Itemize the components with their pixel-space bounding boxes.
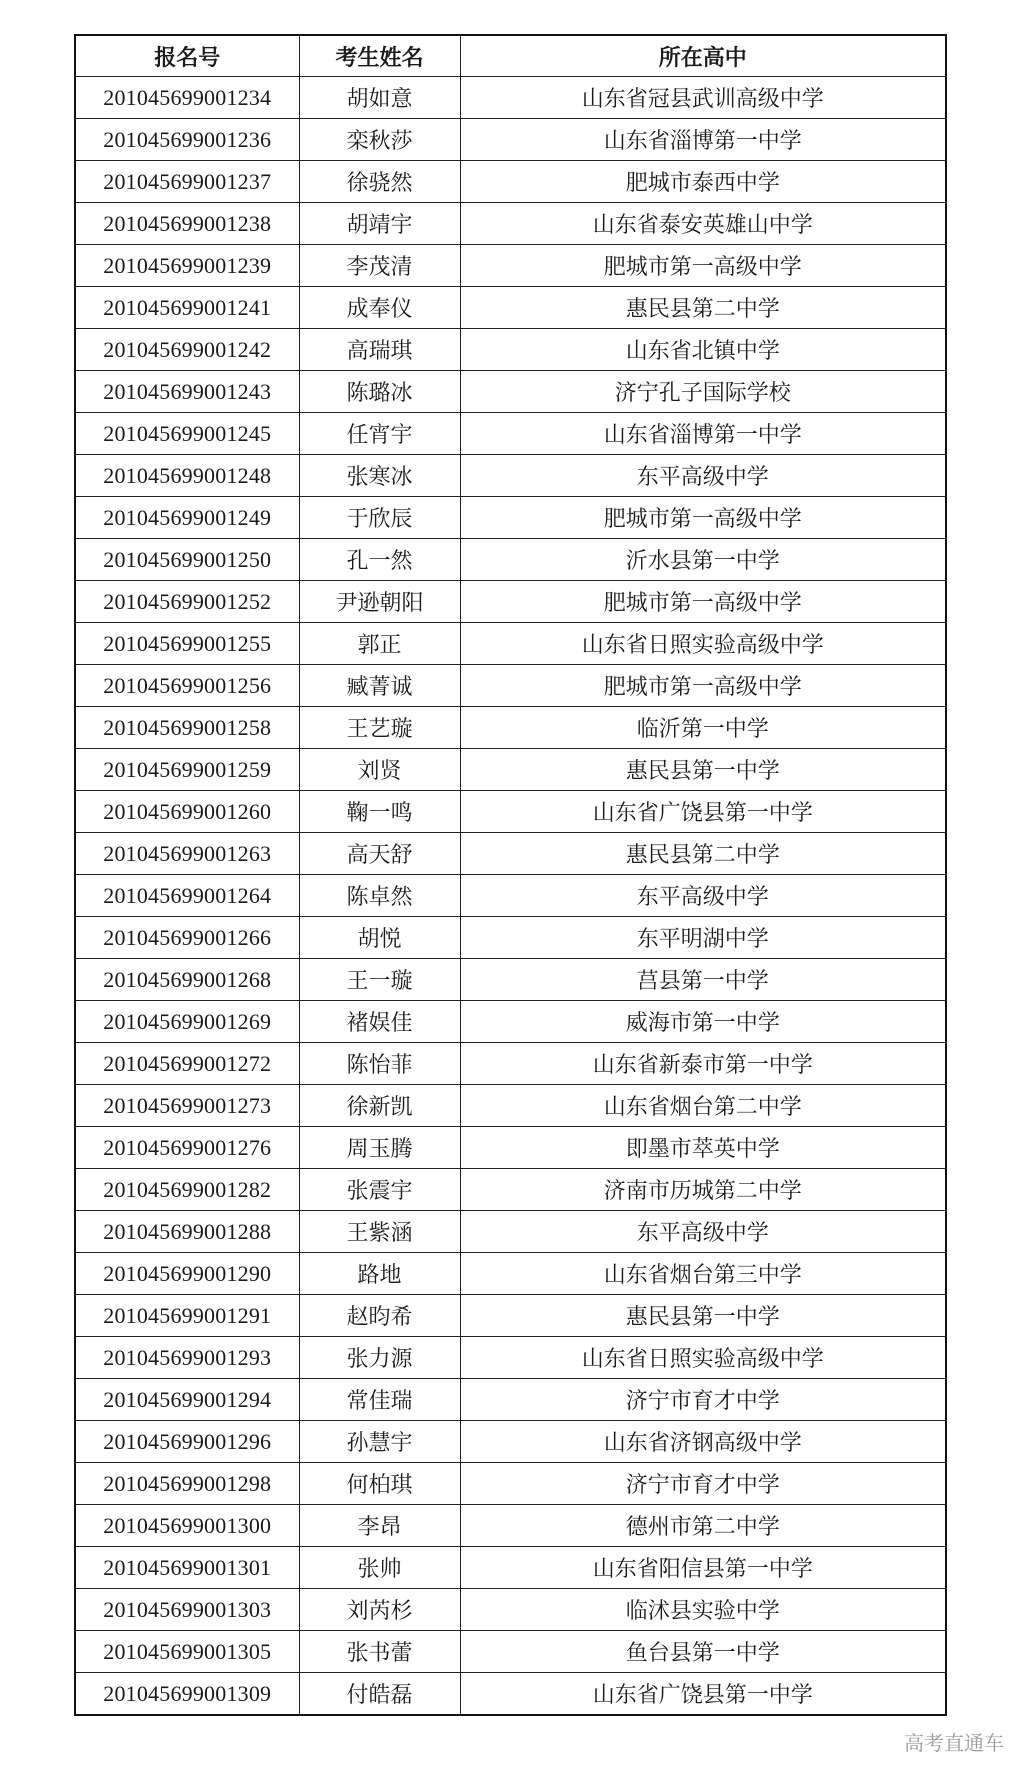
high-school-cell: 鱼台县第一中学 [460,1631,946,1673]
registration-number-cell: 201045699001291 [75,1295,299,1337]
candidate-name-cell: 尹逊朝阳 [299,581,460,623]
registration-number-cell: 201045699001259 [75,749,299,791]
candidate-name-cell: 于欣辰 [299,497,460,539]
registration-number-cell: 201045699001282 [75,1169,299,1211]
roster-sheet [74,34,945,1716]
candidate-name-cell: 高天舒 [299,833,460,875]
candidate-name-cell: 徐骁然 [299,161,460,203]
candidate-name-cell: 李昂 [299,1505,460,1547]
registration-number-cell: 201045699001255 [75,623,299,665]
table-row [75,161,946,203]
high-school-cell: 东平高级中学 [460,1211,946,1253]
high-school-cell: 惠民县第二中学 [460,287,946,329]
registration-number-cell: 201045699001237 [75,161,299,203]
registration-number-cell: 201045699001269 [75,1001,299,1043]
candidate-name-cell: 鞠一鸣 [299,791,460,833]
high-school-cell: 东平高级中学 [460,875,946,917]
registration-number-cell: 201045699001236 [75,119,299,161]
table-row [75,833,946,875]
candidate-name-cell: 孔一然 [299,539,460,581]
registration-number-cell: 201045699001293 [75,1337,299,1379]
table-row [75,203,946,245]
high-school-cell: 临沭县实验中学 [460,1589,946,1631]
high-school-cell: 肥城市第一高级中学 [460,497,946,539]
header-row [75,35,946,77]
candidate-name-cell: 王一璇 [299,959,460,1001]
table-row [75,749,946,791]
high-school-cell: 济宁孔子国际学校 [460,371,946,413]
table-row [75,1169,946,1211]
candidate-name-cell: 任宵宇 [299,413,460,455]
high-school-cell: 莒县第一中学 [460,959,946,1001]
table-row [75,1211,946,1253]
registration-number-cell: 201045699001272 [75,1043,299,1085]
registration-number-cell: 201045699001248 [75,455,299,497]
table-row [75,1253,946,1295]
registration-number-cell: 201045699001303 [75,1589,299,1631]
table-row [75,623,946,665]
registration-number-cell: 201045699001252 [75,581,299,623]
candidate-name-cell: 张寒冰 [299,455,460,497]
high-school-cell: 山东省阳信县第一中学 [460,1547,946,1589]
table-row [75,1001,946,1043]
registration-number-cell: 201045699001294 [75,1379,299,1421]
high-school-cell: 山东省淄博第一中学 [460,119,946,161]
table-row [75,665,946,707]
candidate-name-cell: 常佳瑞 [299,1379,460,1421]
table-row [75,1295,946,1337]
registration-number-cell: 201045699001301 [75,1547,299,1589]
registration-number-cell: 201045699001296 [75,1421,299,1463]
high-school-cell: 肥城市第一高级中学 [460,245,946,287]
table-row [75,707,946,749]
candidate-name-cell: 刘芮杉 [299,1589,460,1631]
high-school-cell: 惠民县第一中学 [460,1295,946,1337]
table-header [75,35,946,77]
candidate-name-cell: 张力源 [299,1337,460,1379]
table-row [75,1127,946,1169]
high-school-cell: 山东省新泰市第一中学 [460,1043,946,1085]
table-row [75,1043,946,1085]
candidate-name-cell: 郭正 [299,623,460,665]
candidate-name-cell: 何柏琪 [299,1463,460,1505]
high-school-cell: 山东省北镇中学 [460,329,946,371]
candidate-name-cell: 胡靖宇 [299,203,460,245]
table-row [75,791,946,833]
candidate-name-cell: 张震宇 [299,1169,460,1211]
high-school-cell: 山东省广饶县第一中学 [460,1673,946,1716]
table-row [75,1463,946,1505]
table-row [75,1673,946,1716]
registration-number-cell: 201045699001268 [75,959,299,1001]
candidate-name-cell: 成奉仪 [299,287,460,329]
table-row [75,245,946,287]
high-school-cell: 山东省广饶县第一中学 [460,791,946,833]
candidate-name-cell: 刘贤 [299,749,460,791]
high-school-cell: 山东省泰安英雄山中学 [460,203,946,245]
registration-number-cell: 201045699001298 [75,1463,299,1505]
registration-number-cell: 201045699001273 [75,1085,299,1127]
registration-number-cell: 201045699001243 [75,371,299,413]
registration-number-cell: 201045699001300 [75,1505,299,1547]
high-school-cell: 惠民县第二中学 [460,833,946,875]
table-row [75,371,946,413]
high-school-cell: 肥城市泰西中学 [460,161,946,203]
high-school-cell: 济宁市育才中学 [460,1379,946,1421]
registration-number-cell: 201045699001264 [75,875,299,917]
candidate-name-cell: 孙慧宇 [299,1421,460,1463]
high-school-cell: 山东省淄博第一中学 [460,413,946,455]
registration-number-cell: 201045699001241 [75,287,299,329]
candidate-name-cell: 王艺璇 [299,707,460,749]
registration-number-cell: 201045699001309 [75,1673,299,1716]
registration-number-cell: 201045699001250 [75,539,299,581]
candidate-name-cell: 徐新凯 [299,1085,460,1127]
table-row [75,917,946,959]
high-school-cell: 威海市第一中学 [460,1001,946,1043]
table-row [75,1547,946,1589]
watermark-text: 高考直通车 [904,1731,1004,1755]
registration-number-cell: 201045699001263 [75,833,299,875]
candidate-name-cell: 胡如意 [299,77,460,119]
candidate-name-cell: 臧菁诚 [299,665,460,707]
high-school-cell: 德州市第二中学 [460,1505,946,1547]
table-row [75,581,946,623]
high-school-cell: 东平高级中学 [460,455,946,497]
registration-number-cell: 201045699001276 [75,1127,299,1169]
candidate-name-cell: 栾秋莎 [299,119,460,161]
table-row [75,77,946,119]
high-school-cell: 临沂第一中学 [460,707,946,749]
registration-number-cell: 201045699001266 [75,917,299,959]
high-school-cell: 山东省冠县武训高级中学 [460,77,946,119]
registration-number-cell: 201045699001242 [75,329,299,371]
registration-number-cell: 201045699001234 [75,77,299,119]
high-school-cell: 即墨市萃英中学 [460,1127,946,1169]
table-row [75,1421,946,1463]
header-candidate-name: 考生姓名 [299,35,460,77]
table-row [75,875,946,917]
header-high-school: 所在高中 [460,35,946,77]
candidate-name-cell: 王紫涵 [299,1211,460,1253]
candidate-name-cell: 赵昀希 [299,1295,460,1337]
candidate-name-cell: 陈卓然 [299,875,460,917]
registration-number-cell: 201045699001290 [75,1253,299,1295]
table-row [75,539,946,581]
registration-number-cell: 201045699001260 [75,791,299,833]
candidate-name-cell: 褚娱佳 [299,1001,460,1043]
table-row [75,119,946,161]
candidate-name-cell: 周玉腾 [299,1127,460,1169]
high-school-cell: 肥城市第一高级中学 [460,665,946,707]
candidate-name-cell: 付皓磊 [299,1673,460,1716]
high-school-cell: 东平明湖中学 [460,917,946,959]
candidate-name-cell: 陈怡菲 [299,1043,460,1085]
table-row [75,413,946,455]
table-row [75,1631,946,1673]
high-school-cell: 山东省日照实验高级中学 [460,623,946,665]
high-school-cell: 济南市历城第二中学 [460,1169,946,1211]
candidate-name-cell: 路地 [299,1253,460,1295]
table-row [75,1379,946,1421]
high-school-cell: 山东省烟台第三中学 [460,1253,946,1295]
high-school-cell: 济宁市育才中学 [460,1463,946,1505]
high-school-cell: 山东省济钢高级中学 [460,1421,946,1463]
candidate-name-cell: 李茂清 [299,245,460,287]
candidate-name-cell: 张书蕾 [299,1631,460,1673]
registration-number-cell: 201045699001256 [75,665,299,707]
high-school-cell: 肥城市第一高级中学 [460,581,946,623]
high-school-cell: 惠民县第一中学 [460,749,946,791]
candidate-name-cell: 胡悦 [299,917,460,959]
table-row [75,1337,946,1379]
table-row [75,1589,946,1631]
registration-number-cell: 201045699001305 [75,1631,299,1673]
table-row [75,959,946,1001]
table-row [75,329,946,371]
registration-number-cell: 201045699001245 [75,413,299,455]
candidate-name-cell: 高瑞琪 [299,329,460,371]
table-row [75,287,946,329]
registration-number-cell: 201045699001258 [75,707,299,749]
roster-table [74,34,947,1716]
registration-number-cell: 201045699001238 [75,203,299,245]
table-row [75,455,946,497]
table-body [75,77,946,1716]
registration-number-cell: 201045699001249 [75,497,299,539]
header-registration-number: 报名号 [75,35,299,77]
table-row [75,1505,946,1547]
registration-number-cell: 201045699001288 [75,1211,299,1253]
table-row [75,1085,946,1127]
registration-number-cell: 201045699001239 [75,245,299,287]
high-school-cell: 山东省日照实验高级中学 [460,1337,946,1379]
high-school-cell: 沂水县第一中学 [460,539,946,581]
candidate-name-cell: 陈璐冰 [299,371,460,413]
high-school-cell: 山东省烟台第二中学 [460,1085,946,1127]
candidate-name-cell: 张帅 [299,1547,460,1589]
table-row [75,497,946,539]
